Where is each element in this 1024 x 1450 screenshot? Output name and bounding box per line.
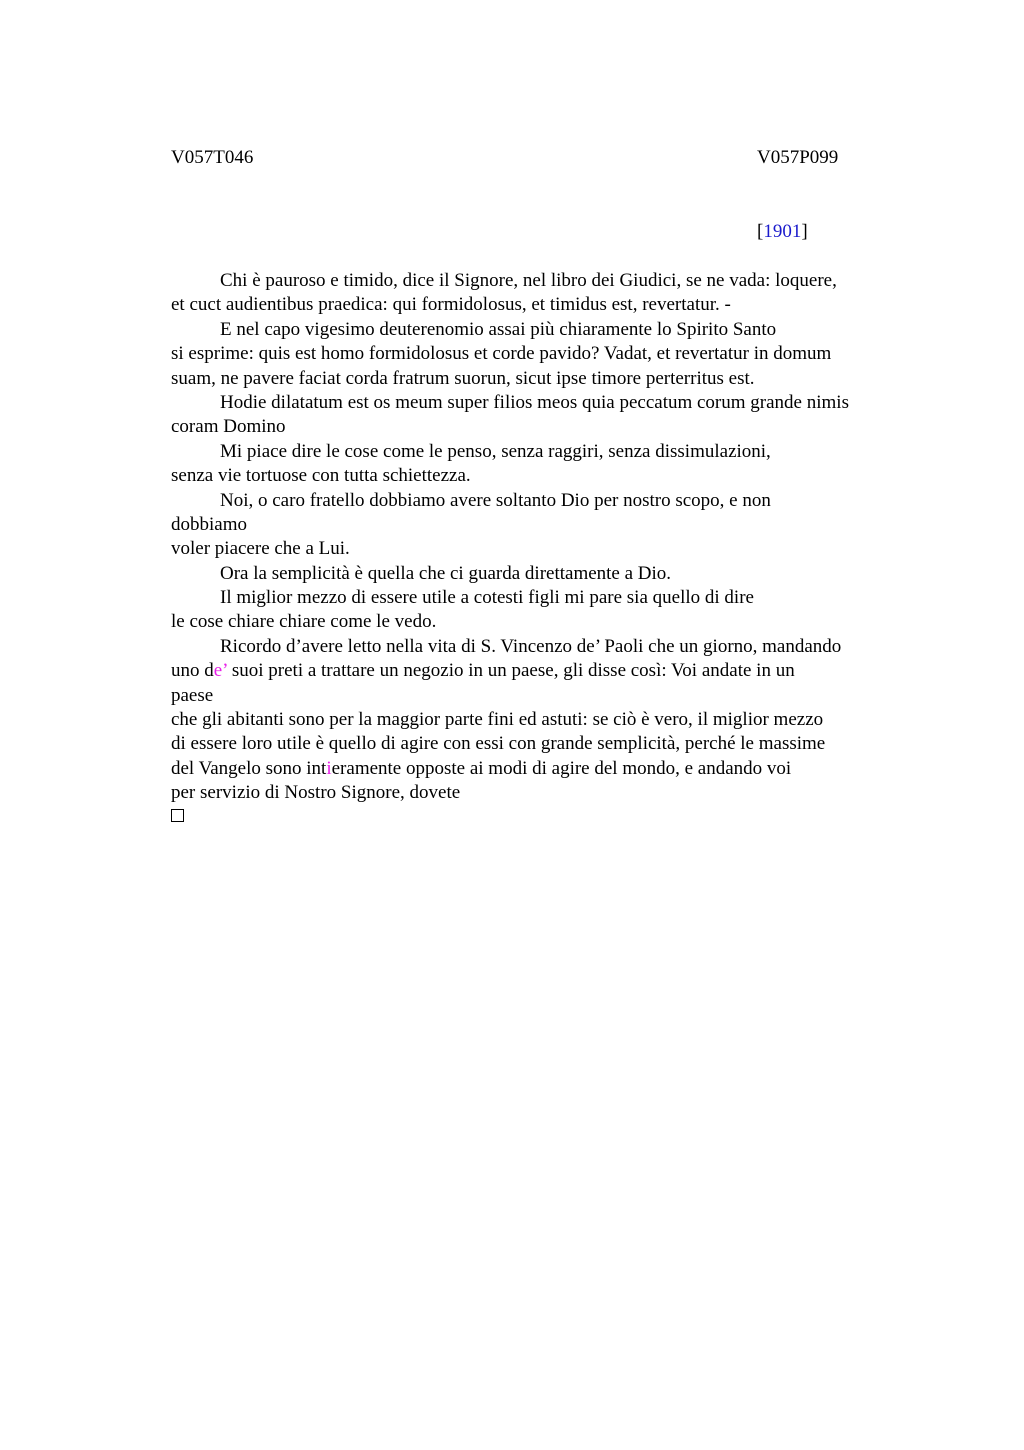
text-line: Hodie dilatatum est os meum super filios meos quia peccatum corum grande nimis (220, 391, 849, 413)
text-line-with-correction (171, 659, 911, 683)
year-bracket-close: ] (801, 221, 808, 242)
text-line: Mi piace dire le cose come le penso, senza raggiri, senza dissimulazioni, (220, 440, 771, 462)
text-segment: uno d (171, 660, 214, 682)
text-line: coram Domino (171, 416, 286, 438)
year-bracket-open: [ (757, 221, 764, 242)
text-line: Ora la semplicità è quella che ci guarda direttamente a Dio. (220, 562, 672, 584)
text-line: E nel capo vigesimo deuterenomio assai più chiaramente lo Spirito Santo (220, 318, 777, 340)
text-line: Noi, o caro fratello dobbiamo avere soltanto Dio per nostro scopo, e non (220, 489, 771, 511)
text-segment: eramente opposte ai modi di agire del mondo, e andando voi (331, 757, 792, 779)
year-label (757, 220, 808, 244)
year-number: 1901 (763, 221, 802, 242)
text-line: paese (171, 684, 214, 706)
text-line: et cuct audientibus praedica: qui formidolosus, et timidus est, revertatur. - (171, 294, 731, 316)
text-line: che gli abitanti sono per la maggior parte fini ed astuti: se ciò è vero, il miglior mezzo (171, 709, 824, 731)
correction-mark: e’ (213, 660, 228, 682)
page-code-right: V057P099 (757, 147, 839, 168)
text-line: Ricordo d’avere letto nella vita di S. Vincenzo de’ Paoli che un giorno, mandando (220, 635, 842, 657)
text-line: Chi è pauroso e timido, dice il Signore, nel libro dei Giudici, se ne vada: loquere, (220, 270, 837, 291)
text-line: si esprime: quis est homo formidolosus et corde pavido? Vadat, et revertatur in domum (171, 343, 832, 365)
text-segment: del Vangelo sono int (171, 757, 327, 779)
correction-mark: i (326, 757, 332, 779)
text-line: le cose chiare chiare come le vedo. (171, 611, 437, 633)
text-line: senza vie tortuose con tutta schiettezza. (171, 465, 471, 487)
text-segment: suoi preti a trattare un negozio in un paese, gli disse così: Voi andate in un (227, 660, 795, 682)
text-line: dobbiamo (171, 513, 247, 535)
body-text (171, 269, 911, 822)
text-line: per servizio di Nostro Signore, dovete (171, 782, 461, 804)
text-line: suam, ne pavere faciat corda fratrum suorun, sicut ipse timore perterritus est. (171, 367, 755, 389)
text-line: voler piacere che a Lui. (171, 538, 350, 560)
text-line: Il miglior mezzo di essere utile a cotesti figli mi pare sia quello di dire (220, 587, 754, 609)
text-line-with-correction (171, 757, 911, 781)
document-code-left: V057T046 (171, 147, 254, 168)
empty-square-icon (171, 809, 184, 822)
text-line: di essere loro utile è quello di agire con essi con grande semplicità, perché le massime (171, 733, 826, 755)
